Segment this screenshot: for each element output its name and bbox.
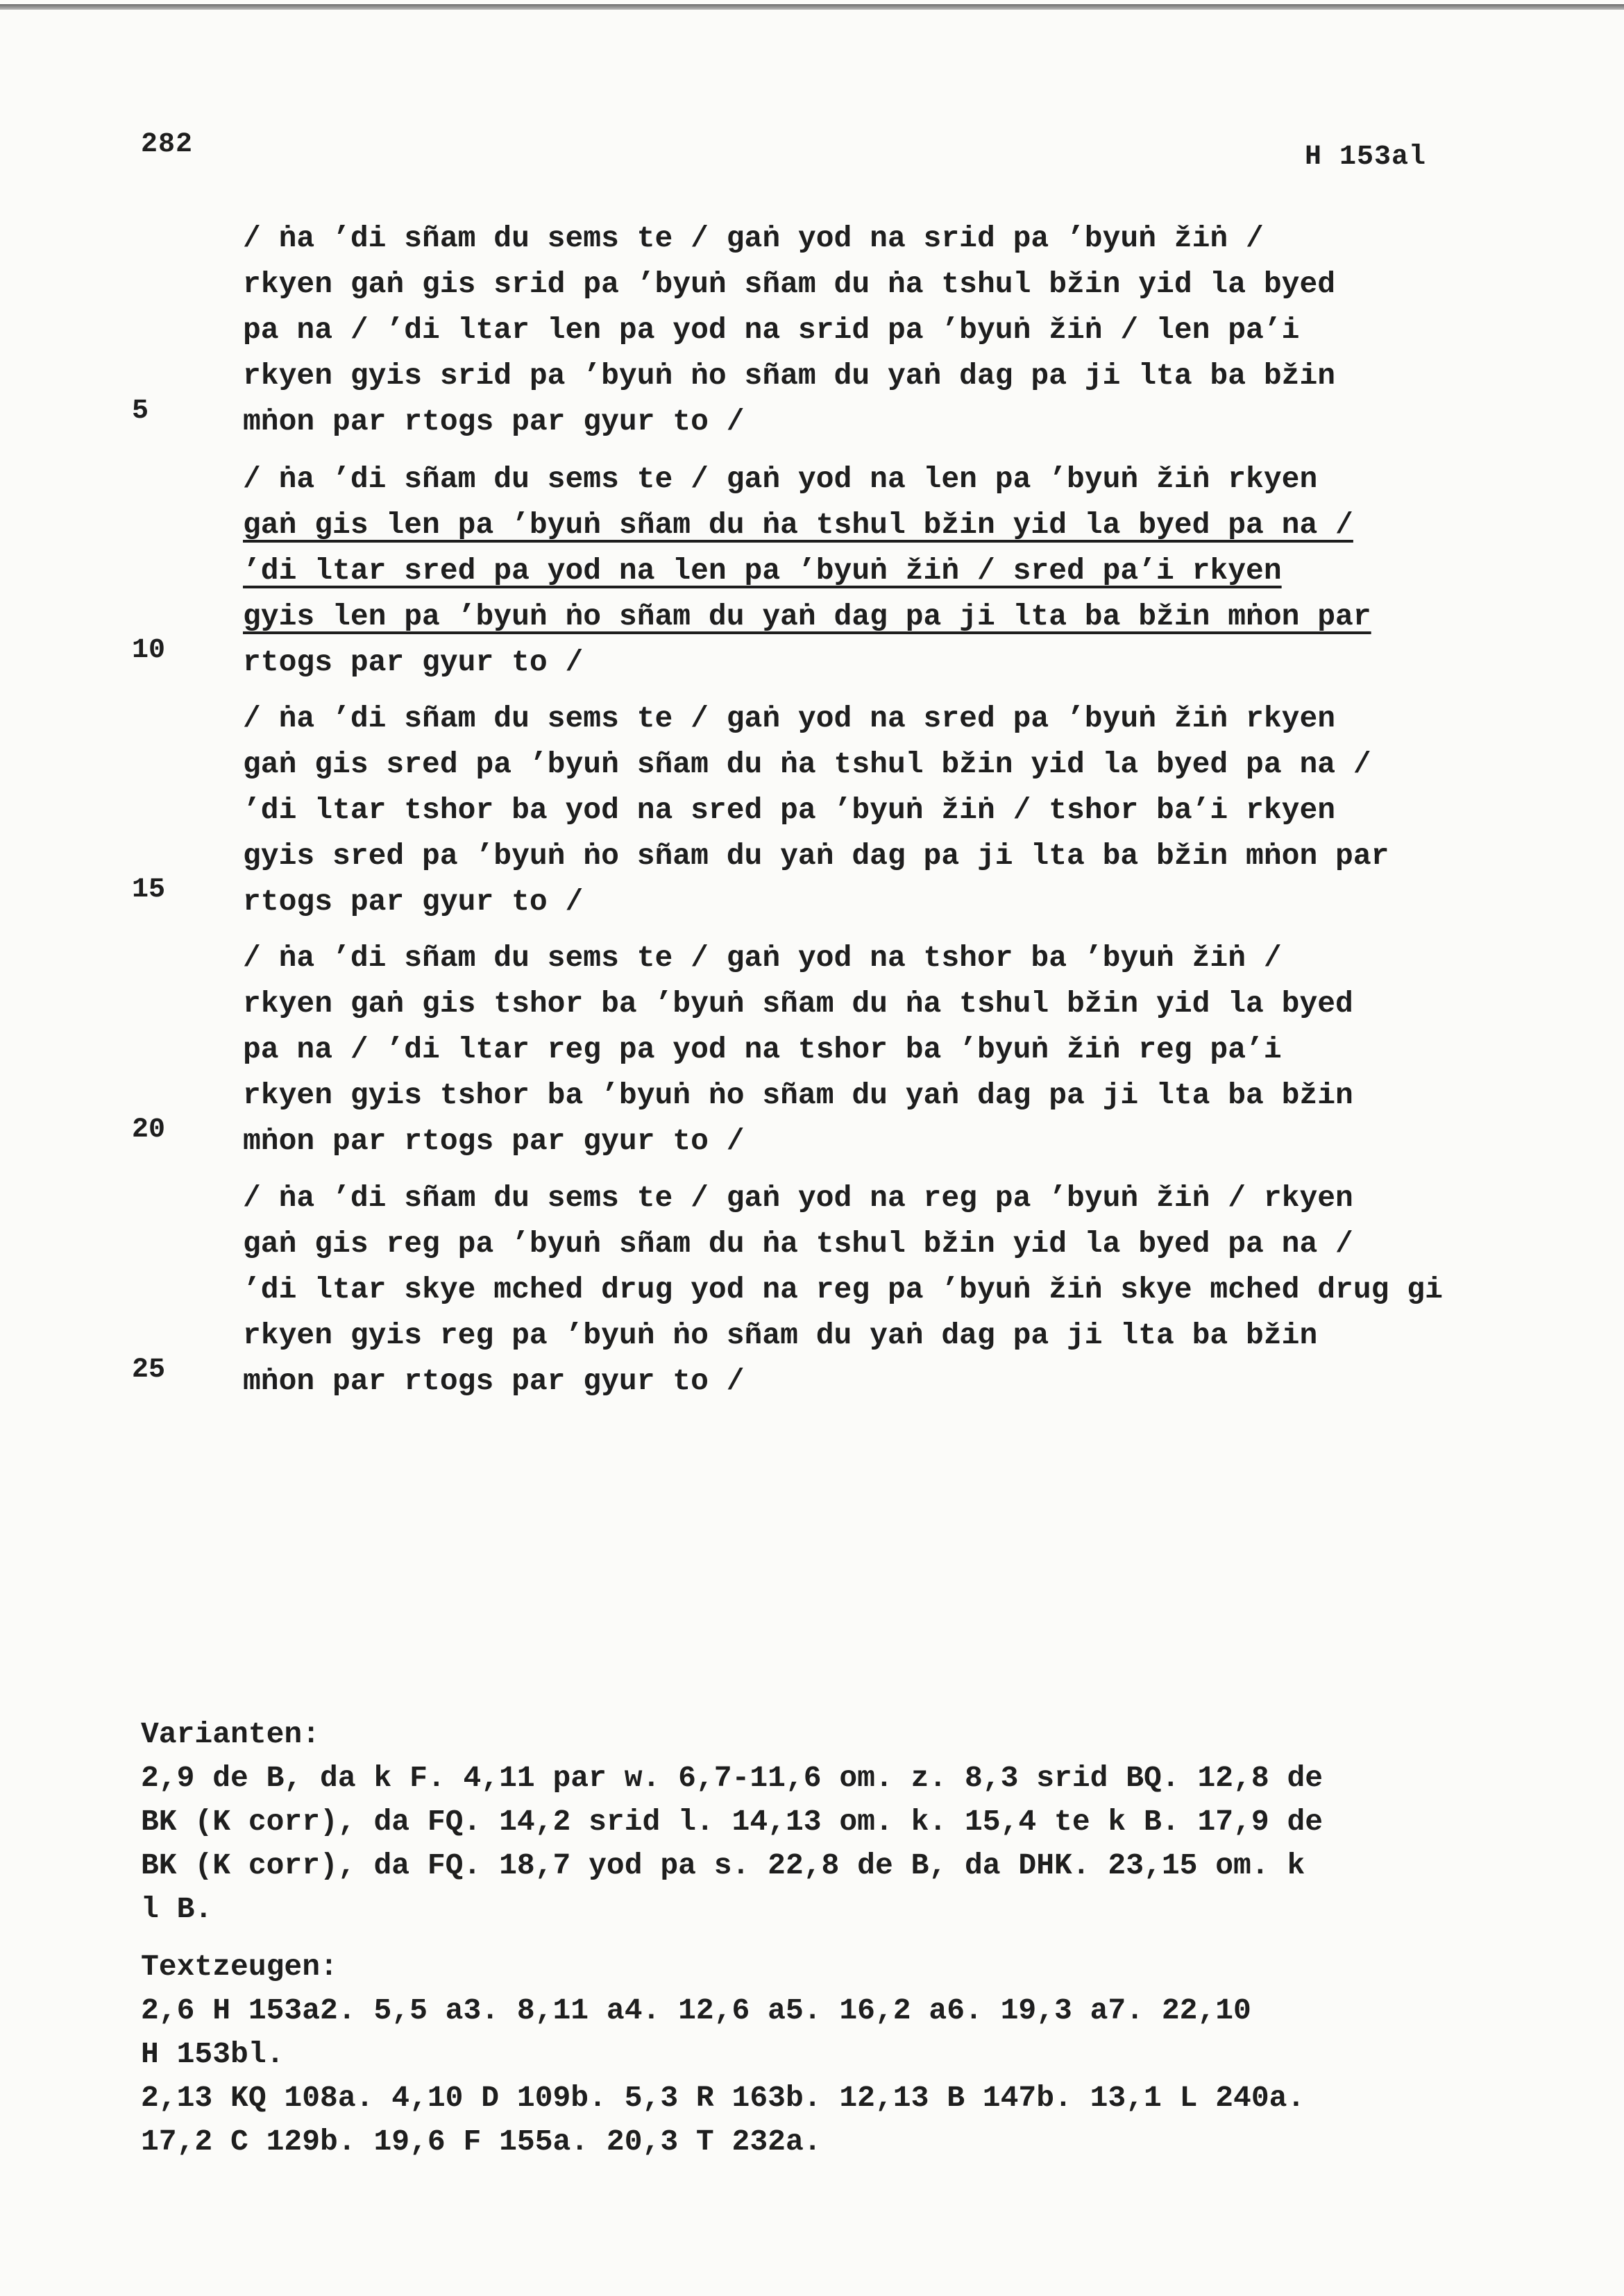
textzeugen-heading: Textzeugen: [141,1950,338,1984]
textzeugen-line: 2,13 KQ 108a. 4,10 D 109b. 5,3 R 163b. 12,13 B 147b. 13,1 L 240a. [141,2081,1305,2115]
text-line: ’di ltar skye mched drug yod na reg pa ’byuṅ žiṅ skye mched drug gi [243,1273,1443,1307]
text-line: rtogs par gyur to / [243,645,584,679]
margin-line-number: 25 [132,1354,166,1386]
text-line: mṅon par rtogs par gyur to / [243,1124,745,1158]
text-line: gaṅ gis reg pa ’byuṅ sñam du ṅa tshul bžin yid la byed pa na / [243,1227,1353,1261]
paragraph-3 [243,696,1485,925]
varianten-line: BK (K corr), da FQ. 14,2 srid l. 14,13 om. k. 15,4 te k B. 17,9 de [141,1805,1323,1839]
text-line: rkyen gaṅ gis tshor ba ’byuṅ sñam du ṅa tshul bžin yid la byed [243,987,1353,1021]
critical-apparatus [141,1712,1460,2163]
text-line: / ṅa ’di sñam du sems te / gaṅ yod na srid pa ’byuṅ žiṅ / [243,221,1264,255]
varianten-line: BK (K corr), da FQ. 18,7 yod pa s. 22,8 de B, da DHK. 23,15 om. k [141,1848,1305,1882]
text-line: rkyen gaṅ gis srid pa ’byuṅ sñam du ṅa tshul bžin yid la byed [243,267,1336,301]
text-line: rkyen gyis srid pa ’byuṅ ṅo sñam du yaṅ dag pa ji lta ba bžin [243,359,1336,393]
text-line-underlined: gyis len pa ’byuṅ ṅo sñam du yaṅ dag pa ji lta ba bžin mṅon par [243,599,1371,633]
paragraph-1 [243,216,1485,445]
textzeugen-line: 17,2 C 129b. 19,6 F 155a. 20,3 T 232a. [141,2125,822,2159]
text-line: mṅon par rtogs par gyur to / [243,1364,745,1398]
text-line: mṅon par rtogs par gyur to / [243,405,745,439]
text-line: pa na / ’di ltar len pa yod na srid pa ’byuṅ žiṅ / len pa’i [243,313,1300,347]
text-line: / ṅa ’di sñam du sems te / gaṅ yod na len pa ’byuṅ žiṅ rkyen [243,462,1318,496]
varianten-line: l B. [141,1892,213,1926]
text-line: rtogs par gyur to / [243,885,584,919]
margin-line-number: 15 [132,874,166,905]
text-line: gyis sred pa ’byuṅ ṅo sñam du yaṅ dag pa ji lta ba bžin mṅon par [243,839,1389,873]
header-reference: H 153al [1305,142,1427,173]
text-line: / ṅa ’di sñam du sems te / gaṅ yod na tshor ba ’byuṅ žiṅ / [243,941,1282,975]
text-line-underlined: ’di ltar sred pa yod na len pa ’byuṅ žiṅ / sred pa’i rkyen [243,554,1282,588]
textzeugen-line: 2,6 H 153a2. 5,5 a3. 8,11 a4. 12,6 a5. 16,2 a6. 19,3 a7. 22,10 [141,1993,1251,2027]
text-line: / ṅa ’di sñam du sems te / gaṅ yod na sred pa ’byuṅ žiṅ rkyen [243,701,1336,735]
text-line: ’di ltar tshor ba yod na sred pa ’byuṅ žiṅ / tshor ba’i rkyen [243,793,1336,827]
top-border-rule [0,4,1624,10]
text-line: rkyen gyis reg pa ’byuṅ ṅo sñam du yaṅ dag pa ji lta ba bžin [243,1318,1318,1352]
text-line: / ṅa ’di sñam du sems te / gaṅ yod na reg pa ’byuṅ žiṅ / rkyen [243,1181,1353,1215]
page-number: 282 [141,129,194,160]
text-line: pa na / ’di ltar reg pa yod na tshor ba ’byuṅ žiṅ reg pa’i [243,1032,1282,1066]
varianten-heading: Varianten: [141,1717,321,1751]
textzeugen-line: H 153bl. [141,2037,285,2071]
paragraph-5 [243,1175,1485,1404]
varianten-line: 2,9 de B, da k F. 4,11 par w. 6,7-11,6 om. z. 8,3 srid BQ. 12,8 de [141,1761,1323,1795]
margin-line-number: 10 [132,635,166,666]
paragraph-4 [243,935,1485,1164]
paragraph-2 [243,457,1485,686]
text-line-underlined: gaṅ gis len pa ’byuṅ sñam du ṅa tshul bžin yid la byed pa na / [243,508,1353,542]
text-line: rkyen gyis tshor ba ’byuṅ ṅo sñam du yaṅ dag pa ji lta ba bžin [243,1078,1353,1112]
margin-line-number: 5 [132,396,149,427]
text-line: gaṅ gis sred pa ’byuṅ sñam du ṅa tshul bžin yid la byed pa na / [243,747,1371,781]
margin-line-number: 20 [132,1114,166,1146]
